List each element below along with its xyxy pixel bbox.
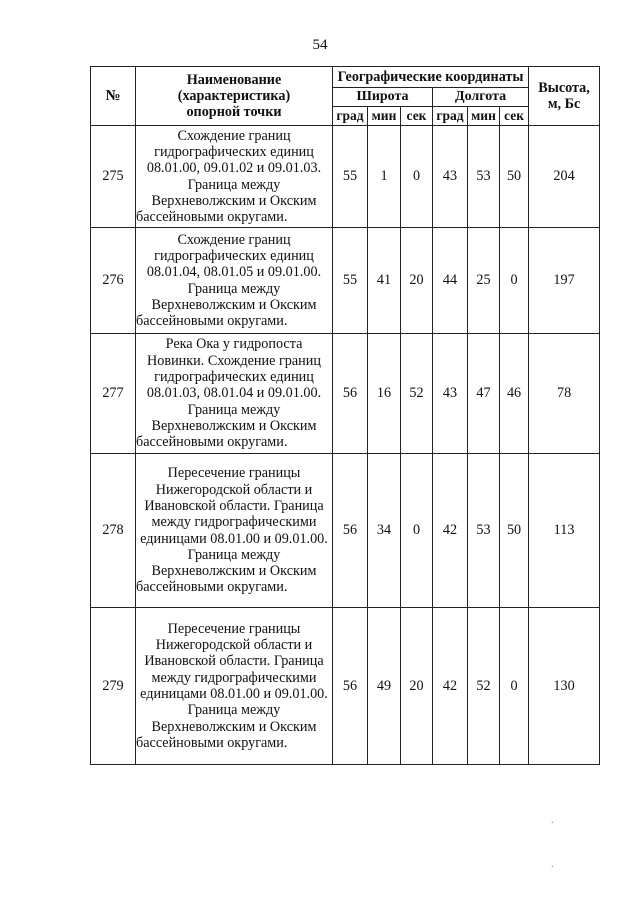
lat-min: 49	[368, 608, 401, 765]
row-number: 278	[91, 454, 136, 608]
lat-sec: 52	[401, 334, 433, 454]
row-number: 275	[91, 126, 136, 228]
row-description-text: Схождение границ гидрографических единиц 08.01.04, 08.01.05 и 09.01.00. Граница между Верхневолжским и Окским бассейновыми округами.	[136, 231, 322, 330]
lat-deg: 56	[333, 334, 368, 454]
header-lon-min: мин	[468, 107, 500, 126]
lon-min: 52	[468, 608, 500, 765]
row-description	[136, 454, 333, 608]
header-name-line2: (характеристика)	[177, 87, 291, 104]
header-row-top	[91, 67, 600, 88]
row-description	[136, 228, 333, 334]
lon-min: 53	[468, 454, 500, 608]
lat-sec: 20	[401, 228, 433, 334]
lat-deg: 56	[333, 454, 368, 608]
header-height-line2: м, Бс	[547, 96, 581, 112]
height-value: 204	[529, 126, 600, 228]
row-number: 277	[91, 334, 136, 454]
lat-min: 34	[368, 454, 401, 608]
reference-points-table	[90, 66, 600, 765]
header-longitude: Долгота	[433, 88, 529, 107]
height-value: 197	[529, 228, 600, 334]
lat-min: 1	[368, 126, 401, 228]
lon-min: 47	[468, 334, 500, 454]
lat-min: 16	[368, 334, 401, 454]
lat-sec: 0	[401, 126, 433, 228]
table-row	[91, 334, 600, 454]
row-description-text: Пересечение границы Нижегородской области и Ивановской области. Граница между гидрографическими единицами 08.01.00 и 09.01.00. Граница между Верхневолжским и Окским бассейновыми округами.	[136, 620, 328, 751]
height-value: 113	[529, 454, 600, 608]
lon-deg: 44	[433, 228, 468, 334]
table-row	[91, 126, 600, 228]
row-description	[136, 334, 333, 454]
lon-min: 53	[468, 126, 500, 228]
lat-sec: 20	[401, 608, 433, 765]
header-height	[529, 67, 600, 126]
header-lon-sec: сек	[500, 107, 529, 126]
row-number: 276	[91, 228, 136, 334]
table-row	[91, 228, 600, 334]
lat-deg: 55	[333, 228, 368, 334]
row-description	[136, 126, 333, 228]
lon-deg: 42	[433, 454, 468, 608]
page-number: 54	[312, 37, 328, 53]
lon-deg: 43	[433, 334, 468, 454]
header-name-line1: Наименование	[186, 71, 282, 88]
table-row	[91, 608, 600, 765]
lat-deg: 55	[333, 126, 368, 228]
header-lat-sec: сек	[401, 107, 433, 126]
lon-deg: 42	[433, 608, 468, 765]
row-description-text: Схождение границ гидрографических единиц 08.01.00, 09.01.02 и 09.01.03. Граница между Верхневолжским и Окским бассейновыми округами.	[136, 127, 322, 226]
lon-sec: 46	[500, 334, 529, 454]
header-latitude: Широта	[333, 88, 433, 107]
lon-sec: 50	[500, 454, 529, 608]
header-lon-deg: град	[433, 107, 468, 126]
lat-sec: 0	[401, 454, 433, 608]
lat-min: 41	[368, 228, 401, 334]
row-description	[136, 608, 333, 765]
header-height-line1: Высота,	[538, 79, 590, 96]
lon-deg: 43	[433, 126, 468, 228]
header-number: №	[91, 67, 136, 126]
height-value: 130	[529, 608, 600, 765]
row-description-text: Река Ока у гидропоста Новинки. Схождение границ гидрографических единиц 08.01.03, 08.01.04 и 09.01.00. Граница между Верхневолжским и Окским бассейновыми округами.	[136, 336, 322, 451]
table-row	[91, 454, 600, 608]
header-lat-deg: град	[333, 107, 368, 126]
header-lat-min: мин	[368, 107, 401, 126]
row-description-text: Пересечение границы Нижегородской области и Ивановской области. Граница между гидрографическими единицами 08.01.00 и 09.01.00. Граница между Верхневолжским и Окским бассейновыми округами.	[136, 465, 328, 596]
header-name	[136, 67, 333, 126]
scan-speck: ·	[550, 818, 554, 829]
row-number: 279	[91, 608, 136, 765]
header-name-line3: опорной точки	[186, 104, 282, 121]
lon-sec: 0	[500, 228, 529, 334]
lon-sec: 50	[500, 126, 529, 228]
lat-deg: 56	[333, 608, 368, 765]
height-value: 78	[529, 334, 600, 454]
lon-sec: 0	[500, 608, 529, 765]
scan-speck: ·	[550, 862, 554, 873]
header-geo-coordinates: Географические координаты	[333, 67, 529, 88]
lon-min: 25	[468, 228, 500, 334]
